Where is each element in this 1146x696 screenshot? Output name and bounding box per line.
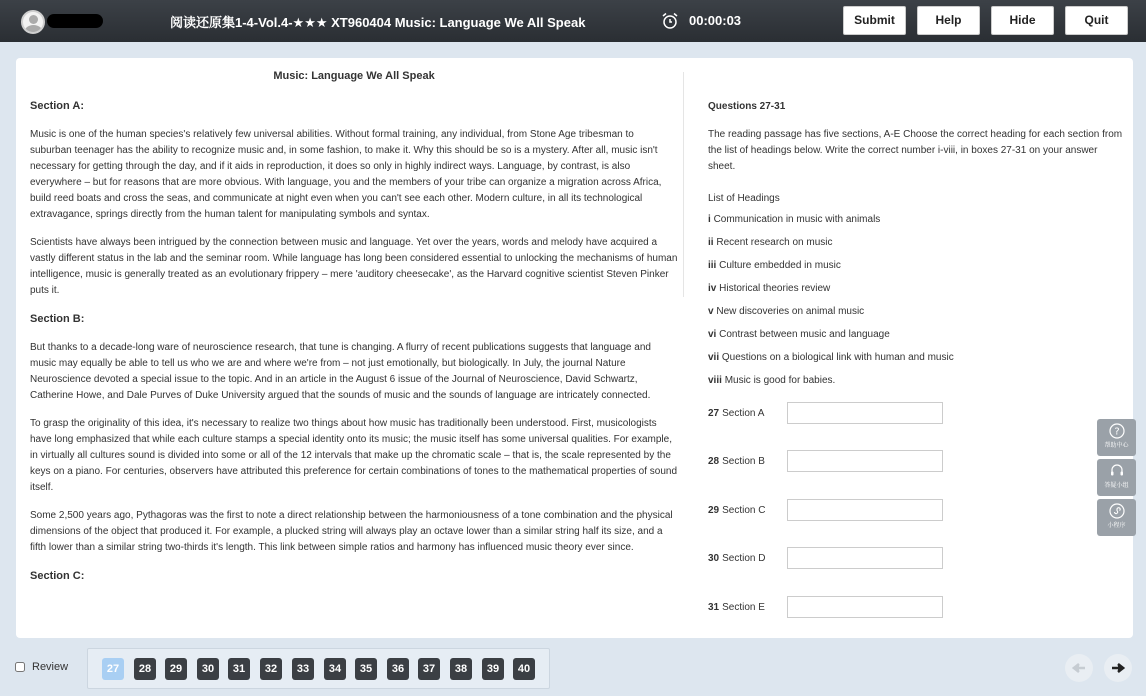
- help-button[interactable]: Help: [917, 6, 980, 35]
- question-nav-button[interactable]: 32: [260, 658, 282, 680]
- paragraph: Some 2,500 years ago, Pythagoras was the first to note a direct relationship between the harmoniousness of a tone combination and the physical dimensions of the object that produced it. For example, a plucked string will always play an octave lower than a similar string half its size, and a fifth lower than a similar string two-thirds it's length. This link between simple ratios and harmony has influenced music theory ever since.: [30, 510, 673, 553]
- passage-title: Music: Language We All Speak: [273, 70, 435, 82]
- headset-icon: [1109, 463, 1125, 479]
- answer-row-27: 27 Section A: [708, 402, 943, 424]
- svg-text:?: ?: [1113, 426, 1120, 438]
- question-nav-button[interactable]: 34: [324, 658, 346, 680]
- answer-row-29: 29 Section C: [708, 499, 943, 521]
- arrow-right-icon: [1111, 661, 1125, 675]
- questions-pane: [708, 101, 1123, 396]
- question-nav-button[interactable]: 35: [355, 658, 377, 680]
- question-nav-button[interactable]: 30: [197, 658, 219, 680]
- arrow-left-icon: [1072, 661, 1086, 675]
- section-c-heading: Section C:: [30, 570, 85, 582]
- help-center-button[interactable]: ? 帮助中心: [1097, 419, 1136, 456]
- submit-button[interactable]: Submit: [843, 6, 906, 35]
- heading-item: iv Historical theories review: [708, 283, 831, 294]
- question-nav-button[interactable]: 36: [387, 658, 409, 680]
- timer: 00:00:03: [689, 13, 742, 28]
- top-bar: [0, 0, 1146, 42]
- paragraph: But thanks to a decade-long ware of neuroscience research, that tune is changing. A flurry of recent publications suggests that language and music may equally be able to tell us who we are and where we're from – not just emotionally, but biologically. In July, the journal Nature Neuroscience devoted a special issue to the topic. And in an article in the August 6 issue of the Journal of Neuroscience, David Schwartz, Catherine Howe, and Dale Purves of Duke University argued that the sounds of music and the sounds of language are intricately connected.: [30, 342, 651, 401]
- question-nav-button[interactable]: 28: [134, 658, 156, 680]
- answer-input-30[interactable]: [787, 547, 943, 569]
- review-label: Review: [32, 661, 69, 673]
- next-question-button[interactable]: [1104, 654, 1132, 682]
- questions-instructions: The reading passage has five sections, A-E Choose the correct heading for each section from the list of headings below. Write the correct number i-viii, in boxes 27-31 on your answer sheet.: [708, 129, 1123, 172]
- heading-item: v New discoveries on animal music: [708, 306, 865, 317]
- heading-item: vii Questions on a biological link with human and music: [708, 352, 954, 363]
- quit-button[interactable]: Quit: [1065, 6, 1128, 35]
- pane-divider[interactable]: [683, 72, 684, 297]
- question-nav-button[interactable]: 27: [102, 658, 124, 680]
- question-nav-button[interactable]: 40: [513, 658, 535, 680]
- user-avatar[interactable]: [21, 10, 45, 34]
- paragraph: To grasp the originality of this idea, it's necessary to realize two things about how music has traditionally been understood. First, musicologists have long emphasized that while each culture stamps a special identity onto its music; the music itself has some universal qualities. For example, in virtually all cultures sound is divided into some or all of the 12 intervals that make up the chromatic scale – that is, the scale represented by the keys on a piano. For centuries, observers have attributed this preference for certain combinations of tones to the mathematical properties of sound itself.: [30, 418, 678, 493]
- answer-row-31: 31 Section E: [708, 596, 943, 618]
- heading-item: ii Recent research on music: [708, 237, 833, 248]
- paragraph: Music is one of the human species's relatively few universal abilities. Without formal training, any individual, from Stone Age tribesman to suburban teenager has the ability to recognize music and, in some fashion, to make it. Why this should be so is a mystery. After all, music isn't necessary for getting through the day, and if it aids in reproduction, it does so only in highly indirect ways. Language, by contrast, is also everywhere – but for reasons that are more obvious. With language, you and the members of your tribe can organize a migration across Africa, build reed boats and cross the seas, and communicate at night even when you can't see each other. Modern culture, in all its technological extravagance, springs directly from the human talent for manipulating symbols and syntax.: [30, 129, 662, 220]
- review-toggle[interactable]: [15, 661, 68, 673]
- review-checkbox[interactable]: [15, 662, 25, 672]
- question-nav-button[interactable]: 29: [165, 658, 187, 680]
- alarm-clock-icon: [661, 12, 679, 30]
- reading-passage[interactable]: [30, 68, 678, 633]
- answer-row-28: 28 Section B: [708, 450, 943, 472]
- exam-title: 阅读还原集1-4-Vol.4-★★★ XT960404 Music: Language We All Speak: [170, 15, 586, 30]
- heading-list-title: List of Headings: [708, 193, 780, 204]
- support-group-button[interactable]: 答疑小组: [1097, 459, 1136, 496]
- heading-item: viii Music is good for babies.: [708, 375, 836, 386]
- question-nav-button[interactable]: 37: [418, 658, 440, 680]
- section-a-heading: Section A:: [30, 100, 84, 112]
- paragraph: Scientists have always been intrigued by the connection between music and language. Yet over the years, words and melody have acquired a vastly different status in the lab and the seminar room. While language has long been considered essential to unlocking the mechanisms of human intelligence, music is generally treated as an evolutionary frippery – mere 'auditory cheesecake', as the Harvard cognitive scientist Steven Pinker puts it.: [30, 237, 678, 296]
- answer-input-29[interactable]: [787, 499, 943, 521]
- heading-item: iii Culture embedded in music: [708, 260, 841, 271]
- heading-item: i Communication in music with animals: [708, 214, 881, 225]
- question-nav-button[interactable]: 33: [292, 658, 314, 680]
- questions-title: Questions 27-31: [708, 101, 786, 112]
- heading-item: vi Contrast between music and language: [708, 329, 890, 340]
- main-panel: [16, 58, 1133, 638]
- question-nav-button[interactable]: 31: [228, 658, 250, 680]
- answer-input-27[interactable]: [787, 402, 943, 424]
- question-nav-button[interactable]: 39: [482, 658, 504, 680]
- answer-input-28[interactable]: [787, 450, 943, 472]
- question-nav-button[interactable]: 38: [450, 658, 472, 680]
- section-b-heading: Section B:: [30, 313, 85, 325]
- previous-question-button[interactable]: [1065, 654, 1093, 682]
- hide-button[interactable]: Hide: [991, 6, 1054, 35]
- question-circle-icon: [1109, 423, 1125, 439]
- answer-input-31[interactable]: [787, 596, 943, 618]
- question-navigator: [87, 648, 550, 689]
- username-redacted: [47, 14, 103, 28]
- mini-program-button[interactable]: 小程序: [1097, 499, 1136, 536]
- mini-program-icon: [1109, 503, 1125, 519]
- answer-row-30: 30 Section D: [708, 547, 943, 569]
